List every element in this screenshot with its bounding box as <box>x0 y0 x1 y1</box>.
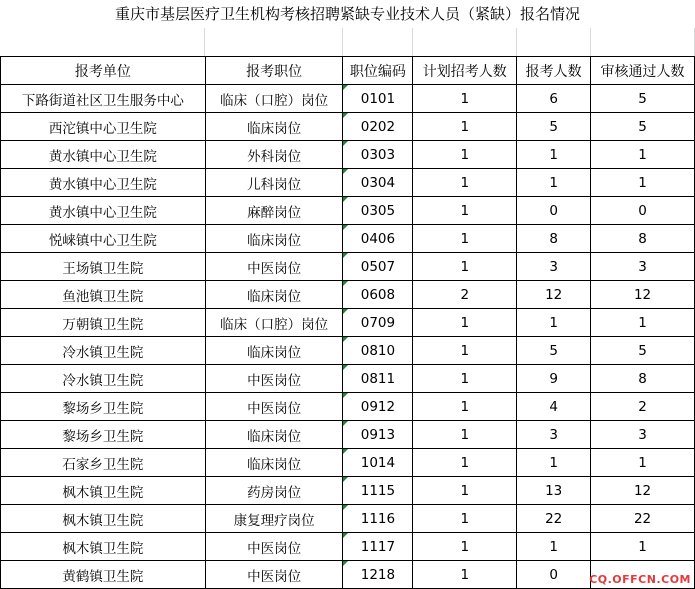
code-cell: 0101 <box>343 85 413 113</box>
position-cell: 中医岗位 <box>205 533 343 561</box>
code-cell: 0305 <box>343 197 413 225</box>
code-cell: 0709 <box>343 309 413 337</box>
position-cell: 中医岗位 <box>205 253 343 281</box>
unit-cell: 冷水镇卫生院 <box>1 365 206 393</box>
code-cell: 1218 <box>343 561 413 589</box>
registration-table <box>0 56 695 589</box>
table-row <box>1 365 695 393</box>
applicants-cell: 12 <box>517 281 591 309</box>
applicants-cell: 1 <box>517 309 591 337</box>
position-cell: 临床岗位 <box>205 421 343 449</box>
code-cell: 0406 <box>343 225 413 253</box>
code-cell: 0913 <box>343 421 413 449</box>
planned-cell: 1 <box>413 169 517 197</box>
approved-cell: 1 <box>591 141 695 169</box>
planned-cell: 1 <box>413 365 517 393</box>
approved-cell: 3 <box>591 253 695 281</box>
approved-cell: 5 <box>591 113 695 141</box>
approved-cell: 22 <box>591 505 695 533</box>
applicants-cell: 1 <box>517 141 591 169</box>
header-applicants: 报考人数 <box>517 57 591 85</box>
applicants-cell: 8 <box>517 225 591 253</box>
code-cell: 0202 <box>343 113 413 141</box>
code-cell: 0810 <box>343 337 413 365</box>
position-cell: 中医岗位 <box>205 393 343 421</box>
code-cell: 1115 <box>343 477 413 505</box>
planned-cell: 1 <box>413 225 517 253</box>
applicants-cell: 3 <box>517 253 591 281</box>
table-row <box>1 393 695 421</box>
position-cell: 临床岗位 <box>205 113 343 141</box>
applicants-cell: 1 <box>517 169 591 197</box>
position-cell: 临床（口腔）岗位 <box>205 309 343 337</box>
approved-cell: 1 <box>591 449 695 477</box>
planned-cell: 1 <box>413 477 517 505</box>
table-row <box>1 477 695 505</box>
unit-cell: 黎场乡卫生院 <box>1 421 206 449</box>
planned-cell: 1 <box>413 309 517 337</box>
position-cell: 临床（口腔）岗位 <box>205 85 343 113</box>
approved-cell: 8 <box>591 225 695 253</box>
position-cell: 临床岗位 <box>205 281 343 309</box>
applicants-cell: 0 <box>517 561 591 589</box>
approved-cell: 0 <box>591 197 695 225</box>
table-row <box>1 281 695 309</box>
unit-cell: 冷水镇卫生院 <box>1 337 206 365</box>
unit-cell: 枫木镇卫生院 <box>1 533 206 561</box>
applicants-cell: 1 <box>517 533 591 561</box>
planned-cell: 1 <box>413 85 517 113</box>
position-cell: 中医岗位 <box>205 365 343 393</box>
table-row <box>1 197 695 225</box>
position-cell: 儿科岗位 <box>205 169 343 197</box>
planned-cell: 1 <box>413 561 517 589</box>
position-cell: 中医岗位 <box>205 561 343 589</box>
code-cell: 0303 <box>343 141 413 169</box>
approved-cell: 8 <box>591 365 695 393</box>
table-row <box>1 309 695 337</box>
table-row <box>1 113 695 141</box>
approved-cell: 5 <box>591 85 695 113</box>
unit-cell: 黄水镇中心卫生院 <box>1 141 206 169</box>
applicants-cell: 1 <box>517 449 591 477</box>
unit-cell: 黎场乡卫生院 <box>1 393 206 421</box>
unit-cell: 枫木镇卫生院 <box>1 477 206 505</box>
planned-cell: 1 <box>413 505 517 533</box>
position-cell: 临床岗位 <box>205 449 343 477</box>
unit-cell: 鱼池镇卫生院 <box>1 281 206 309</box>
approved-cell: 12 <box>591 281 695 309</box>
unit-cell: 西沱镇中心卫生院 <box>1 113 206 141</box>
table-row <box>1 141 695 169</box>
approved-cell: 12 <box>591 477 695 505</box>
table-header-row <box>1 57 695 85</box>
unit-cell: 万朝镇卫生院 <box>1 309 206 337</box>
approved-cell: 1 <box>591 309 695 337</box>
unit-cell: 悦崃镇中心卫生院 <box>1 225 206 253</box>
table-row <box>1 85 695 113</box>
applicants-cell: 22 <box>517 505 591 533</box>
watermark-logo: CQ.OFFCN.COM <box>589 573 691 586</box>
planned-cell: 1 <box>413 113 517 141</box>
planned-cell: 1 <box>413 253 517 281</box>
planned-cell: 2 <box>413 281 517 309</box>
position-cell: 临床岗位 <box>205 337 343 365</box>
planned-cell: 1 <box>413 393 517 421</box>
code-cell: 0811 <box>343 365 413 393</box>
table-row <box>1 421 695 449</box>
table-row <box>1 337 695 365</box>
header-planned: 计划招考人数 <box>413 57 517 85</box>
code-cell: 0507 <box>343 253 413 281</box>
applicants-cell: 5 <box>517 337 591 365</box>
unit-cell: 黄鹤镇卫生院 <box>1 561 206 589</box>
planned-cell: 1 <box>413 421 517 449</box>
unit-cell: 枫木镇卫生院 <box>1 505 206 533</box>
approved-cell: 3 <box>591 421 695 449</box>
position-cell: 麻醉岗位 <box>205 197 343 225</box>
applicants-cell: 9 <box>517 365 591 393</box>
approved-cell: 2 <box>591 393 695 421</box>
page-title: 重庆市基层医疗卫生机构考核招聘紧缺专业技术人员（紧缺）报名情况 <box>114 5 580 23</box>
planned-cell: 1 <box>413 533 517 561</box>
table-row <box>1 505 695 533</box>
position-cell: 康复理疗岗位 <box>205 505 343 533</box>
applicants-cell: 3 <box>517 421 591 449</box>
header-position: 报考职位 <box>205 57 343 85</box>
unit-cell: 黄水镇中心卫生院 <box>1 197 206 225</box>
unit-cell: 王场镇卫生院 <box>1 253 206 281</box>
table-row <box>1 169 695 197</box>
code-cell: 1116 <box>343 505 413 533</box>
code-cell: 0304 <box>343 169 413 197</box>
planned-cell: 1 <box>413 449 517 477</box>
unit-cell: 下路街道社区卫生服务中心 <box>1 85 206 113</box>
approved-cell: 1 <box>591 169 695 197</box>
code-cell: 1014 <box>343 449 413 477</box>
position-cell: 外科岗位 <box>205 141 343 169</box>
position-cell: 药房岗位 <box>205 477 343 505</box>
blank-spreadsheet-row <box>0 28 695 56</box>
applicants-cell: 5 <box>517 113 591 141</box>
table-row <box>1 225 695 253</box>
approved-cell: 1 <box>591 533 695 561</box>
code-cell: 1117 <box>343 533 413 561</box>
position-cell: 临床岗位 <box>205 225 343 253</box>
header-approved: 审核通过人数 <box>591 57 695 85</box>
planned-cell: 1 <box>413 141 517 169</box>
applicants-cell: 13 <box>517 477 591 505</box>
table-row <box>1 253 695 281</box>
planned-cell: 1 <box>413 197 517 225</box>
planned-cell: 1 <box>413 337 517 365</box>
approved-cell: 5 <box>591 337 695 365</box>
applicants-cell: 0 <box>517 197 591 225</box>
header-unit: 报考单位 <box>1 57 206 85</box>
code-cell: 0912 <box>343 393 413 421</box>
unit-cell: 黄水镇中心卫生院 <box>1 169 206 197</box>
header-code: 职位编码 <box>343 57 413 85</box>
unit-cell: 石家乡卫生院 <box>1 449 206 477</box>
applicants-cell: 6 <box>517 85 591 113</box>
table-row <box>1 533 695 561</box>
code-cell: 0608 <box>343 281 413 309</box>
table-row <box>1 449 695 477</box>
applicants-cell: 4 <box>517 393 591 421</box>
